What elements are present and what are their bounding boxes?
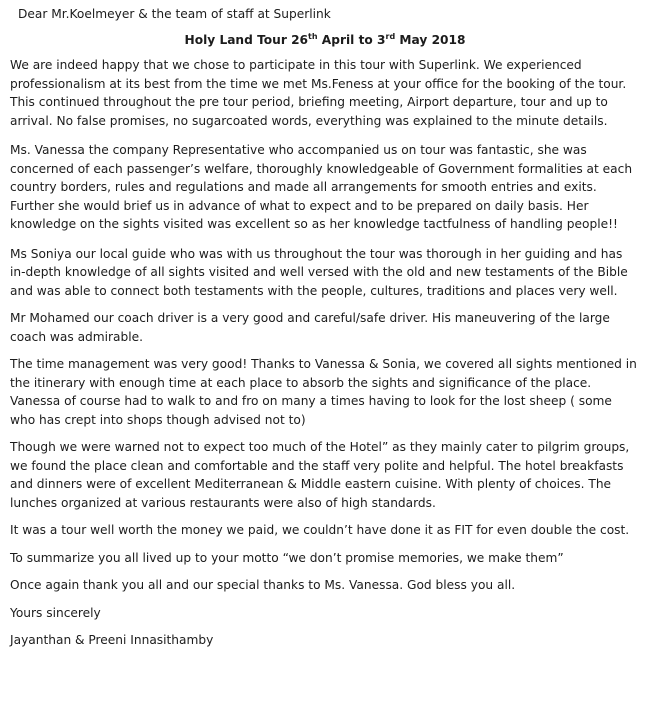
title-part-1: Holy Land Tour 26: [184, 32, 309, 47]
closing: Yours sincerely: [10, 605, 101, 620]
letter-title: [10, 31, 640, 50]
paragraph-thanks: Once again thank you all and our special thanks to Ms. Vanessa. God bless you all.: [10, 578, 516, 592]
title-part-2: April to 3: [317, 32, 386, 47]
paragraph-superlink: We are indeed happy that we chose to participate in this tour with Superlink. We experienced professionalism at its best from the time we met Ms.Feness at your office for the booking of the tour. This continued throughout the pre tour period, briefing meeting, Airport departure, tour and up to arrival. No false promises, no sugarcoated words, everything was explained to the minute details.: [10, 58, 627, 128]
paragraph-time-management: The time management was very good! Thanks to Vanessa & Sonia, we covered all sights mentioned in the itinerary with enough time at each place to absorb the sights and significance of the place. Vanessa of course had to walk to and fro on many a times having to look for the lost sheep ( some who has crept into shops though advised not to): [10, 357, 637, 427]
title-superscript-1: th: [308, 31, 318, 41]
title-superscript-2: rd: [385, 31, 396, 41]
paragraph-soniya: Ms Soniya our local guide who was with us throughout the tour was thorough in her guiding and has in-depth knowledge of all sights visited and well versed with the old and new testaments of the Bible and was able to connect both testaments with the people, cultures, traditions and places very well.: [10, 246, 628, 298]
paragraph-vanessa: Ms. Vanessa the company Representative who accompanied us on tour was fantastic, she was concerned of each passenger’s welfare, thoroughly knowledgeable of Government formalities at each country borders, rules and regulations and made all arrangements for smooth entries and exits. Further she would brief us in advance of what to expect and to be prepared on daily basis. Her knowledge on the sights visited was excellent so as her knowledge tactfulness of handling people!!: [10, 143, 633, 231]
signature: Jayanthan & Preeni Innasithamby: [10, 633, 214, 647]
paragraph-summary: To summarize you all lived up to your motto “we don’t promise memories, we make them”: [10, 550, 564, 565]
title-part-3: May 2018: [395, 32, 466, 47]
paragraph-driver: Mr Mohamed our coach driver is a very good and careful/safe driver. His maneuvering of the large coach was admirable.: [10, 311, 610, 344]
salutation: Dear Mr.Koelmeyer & the team of staff at Superlink: [18, 7, 331, 21]
paragraph-hotel: Though we were warned not to expect too much of the Hotel” as they mainly cater to pilgrim groups, we found the place clean and comfortable and the staff very polite and helpful. The hotel breakfasts and dinners were of excellent Mediterranean & Middle eastern cuisine. With plenty of choices. The lunches organized at various restaurants were also of high standards.: [10, 440, 630, 510]
paragraph-value: It was a tour well worth the money we paid, we couldn’t have done it as FIT for even double the cost.: [10, 523, 630, 537]
